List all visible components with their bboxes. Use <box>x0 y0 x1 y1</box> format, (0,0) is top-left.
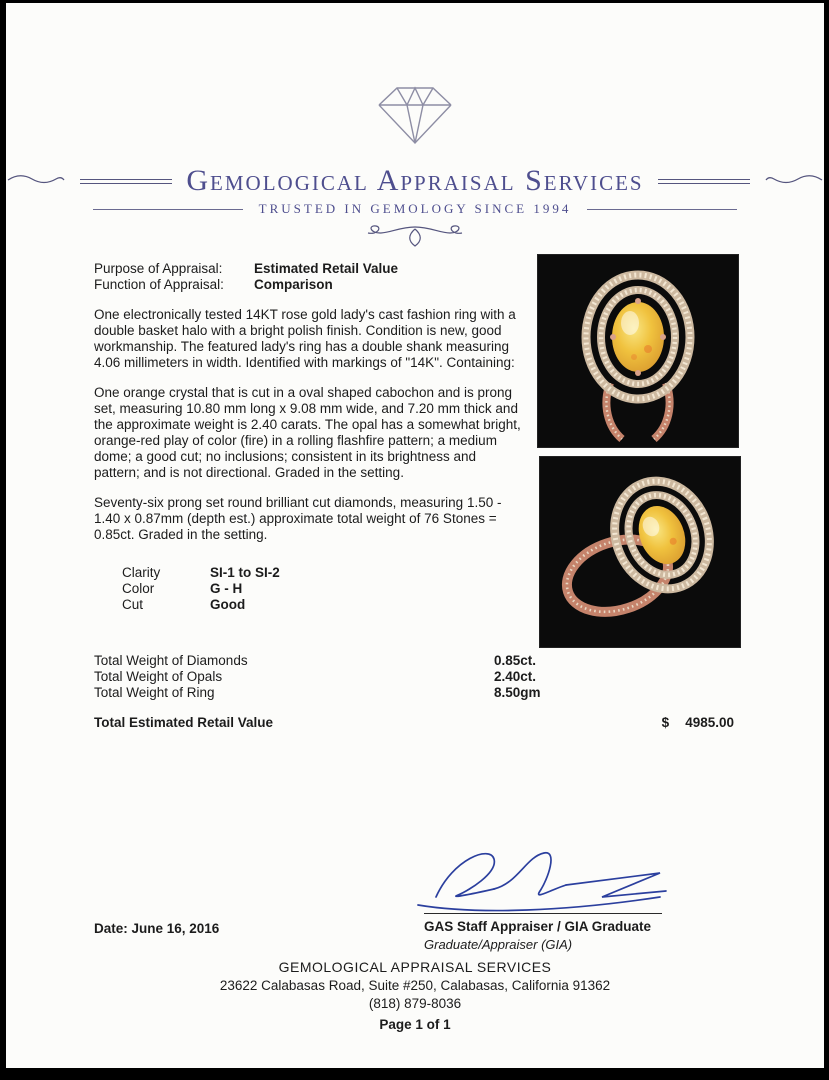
ring-angled-view-photo <box>540 457 740 647</box>
weight-row-ring <box>94 685 541 701</box>
weight-opals-label: Total Weight of Opals <box>94 669 223 684</box>
diamond-logo-icon <box>367 81 463 156</box>
weight-ring-label: Total Weight of Ring <box>94 685 215 700</box>
clarity-value: SI-1 to SI-2 <box>210 565 280 580</box>
cut-value: Good <box>210 597 246 612</box>
cut-label: Cut <box>122 597 144 612</box>
color-value: G - H <box>210 581 243 596</box>
grade-row-cut <box>122 597 522 613</box>
footer-company-name: GEMOLOGICAL APPRAISAL SERVICES <box>278 959 552 975</box>
color-label: Color <box>122 581 155 596</box>
appraisal-document-page <box>6 3 824 1068</box>
page-number: Page 1 of 1 <box>379 1017 451 1032</box>
brand-title: Gemological Appraisal Services <box>186 164 644 197</box>
function-label: Function of Appraisal: <box>94 277 224 292</box>
grade-row-clarity <box>122 565 522 581</box>
ring-front-view-photo <box>538 255 738 447</box>
total-label: Total Estimated Retail Value <box>94 715 274 730</box>
description-paragraph-opal: One orange crystal that is cut in a oval shaped cabochon and is prong set, measuring 10.80 mm long x 9.08 mm wide, and 7.20 mm thick and the approximate weight is 2.40 carats. The opal has a somewhat bright, orange-red play of color (fire) in a rolling flashfire pattern; a medium dome; a good cut; no inclusions; consistent in its brightness and pattern; and is not directional. Graded in the setting. <box>94 385 521 480</box>
weight-row-opals <box>94 669 541 685</box>
appraiser-subtitle: Graduate/Appraiser (GIA) <box>424 937 573 952</box>
left-scroll-ornament-icon <box>6 172 66 191</box>
description-paragraph-diamonds: Seventy-six prong set round brilliant cut diamonds, measuring 1.50 - 1.40 x 0.87mm (depth est.) approximate total weight of 76 Stones = 0.85ct. Graded in the setting. <box>94 495 502 542</box>
clarity-label: Clarity <box>122 565 161 580</box>
total-value-row <box>94 715 734 730</box>
purpose-label: Purpose of Appraisal: <box>94 261 223 276</box>
document-header <box>6 81 824 254</box>
diamond-grades-table <box>122 565 522 613</box>
tagline-rule-left <box>93 209 243 210</box>
flourish-ornament-icon <box>6 223 824 254</box>
appraiser-title: GAS Staff Appraiser / GIA Graduate <box>424 919 652 934</box>
signature-line <box>424 913 662 914</box>
weight-ring-value: 8.50gm <box>494 685 541 700</box>
description-paragraph-ring: One electronically tested 14KT rose gold lady's cast fashion ring with a double basket halo with a bright polish finish. Condition is new, good workmanship. The featured lady's ring has a double shank measuring 4.06 millimeters in width. Identified with markings of "14K". Containing: <box>94 307 516 370</box>
total-amount: 4985.00 <box>685 715 734 730</box>
weight-diamonds-label: Total Weight of Diamonds <box>94 653 248 668</box>
grade-row-color <box>122 581 522 597</box>
appraisal-date: Date: June 16, 2016 <box>94 921 220 936</box>
weight-row-diamonds <box>94 653 541 669</box>
function-row <box>94 277 522 293</box>
weights-table <box>94 653 541 701</box>
purpose-value: Estimated Retail Value <box>254 261 399 276</box>
brand-rule-left <box>80 179 172 184</box>
appraisal-body <box>94 261 522 613</box>
footer-address: 23622 Calabasas Road, Suite #250, Calabasas, California 91362 <box>219 978 611 993</box>
purpose-row <box>94 261 522 277</box>
document-footer <box>6 959 824 1032</box>
brand-tagline: TRUSTED IN GEMOLOGY SINCE 1994 <box>258 201 572 216</box>
weight-diamonds-value: 0.85ct. <box>494 653 537 668</box>
weight-opals-value: 2.40ct. <box>494 669 537 684</box>
footer-phone: (818) 879-8036 <box>368 996 462 1011</box>
tagline-rule-right <box>587 209 737 210</box>
total-currency-symbol: $ <box>661 715 670 730</box>
brand-rule-right <box>658 179 750 184</box>
right-scroll-ornament-icon <box>764 172 824 191</box>
function-value: Comparison <box>254 277 333 292</box>
appraiser-signature <box>398 839 678 930</box>
